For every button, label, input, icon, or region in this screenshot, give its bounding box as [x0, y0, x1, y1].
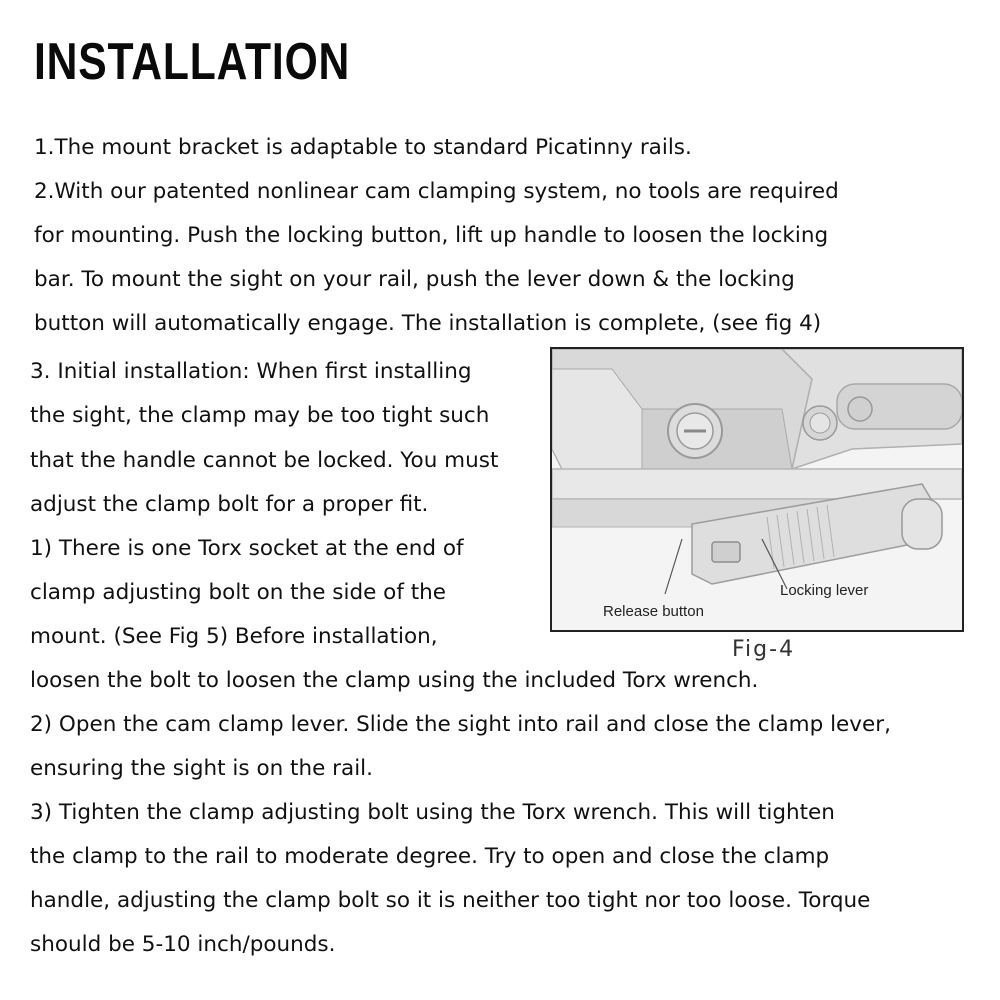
text-line: button will automatically engage. The installation is complete, (see fig 4)	[34, 311, 822, 336]
text-line: adjust the clamp bolt for a proper fit.	[30, 492, 429, 517]
figure-caption: Fig-4	[732, 637, 796, 662]
text-line: 2.With our patented nonlinear cam clamping system, no tools are required	[34, 179, 839, 204]
text-line: ensuring the sight is on the rail.	[30, 756, 373, 781]
figure-4-image	[550, 347, 964, 632]
release-button-label: Release button	[603, 603, 704, 620]
text-line: bar. To mount the sight on your rail, push the lever down & the locking	[34, 267, 795, 292]
text-line: loosen the bolt to loosen the clamp using the included Torx wrench.	[30, 668, 759, 693]
text-line: for mounting. Push the locking button, lift up handle to loosen the locking	[34, 223, 829, 248]
text-line: 2) Open the cam clamp lever. Slide the sight into rail and close the clamp lever,	[30, 712, 891, 737]
text-line: 3) Tighten the clamp adjusting bolt using the Torx wrench. This will tighten	[30, 800, 835, 825]
text-line: mount. (See Fig 5) Before installation,	[30, 624, 438, 649]
text-line: handle, adjusting the clamp bolt so it is neither too tight nor too loose. Torque	[30, 888, 871, 913]
text-line: 1) There is one Torx socket at the end of	[30, 536, 464, 561]
text-line: 3. Initial installation: When first installing	[30, 359, 472, 384]
text-line: the clamp to the rail to moderate degree. Try to open and close the clamp	[30, 844, 830, 869]
page-title: INSTALLATION	[34, 33, 351, 91]
text-line: 1.The mount bracket is adaptable to standard Picatinny rails.	[34, 135, 692, 160]
text-line: the sight, the clamp may be too tight such	[30, 403, 490, 428]
mount-illustration	[552, 349, 962, 630]
locking-lever-label: Locking lever	[780, 582, 869, 599]
text-line: that the handle cannot be locked. You must	[30, 448, 499, 473]
text-line: clamp adjusting bolt on the side of the	[30, 580, 447, 605]
text-line: should be 5-10 inch/pounds.	[30, 932, 336, 957]
